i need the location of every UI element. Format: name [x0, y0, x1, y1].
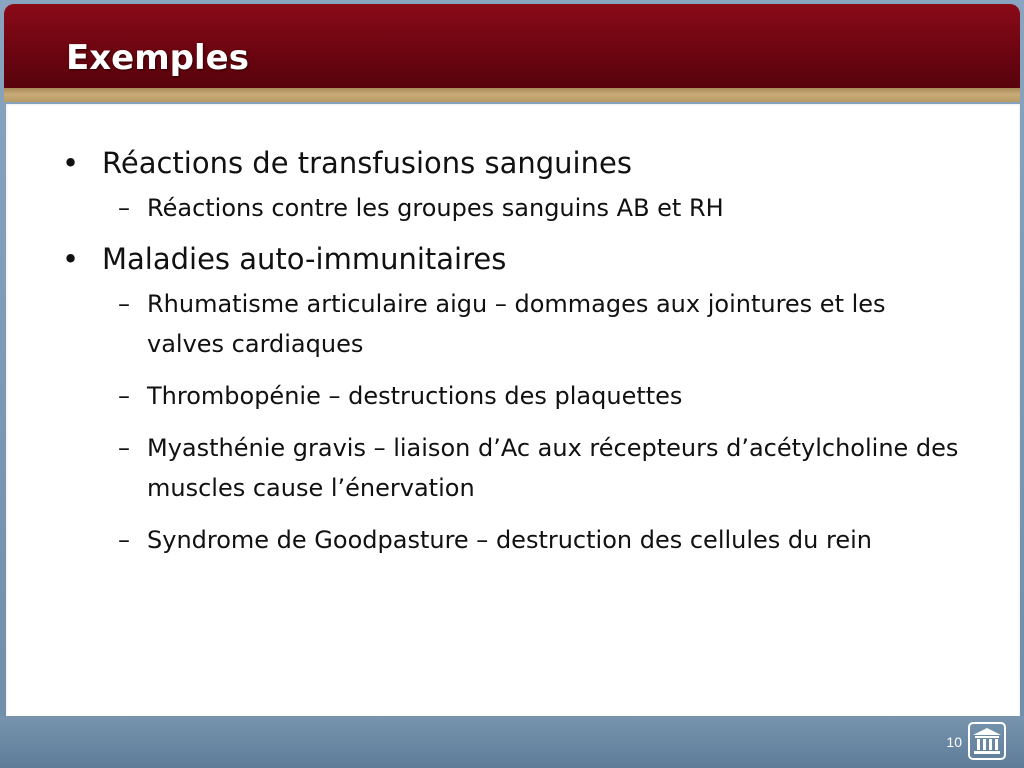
- sub-item-text: Réactions contre les groupes sanguins AB et RH: [147, 194, 724, 222]
- sub-list: [102, 284, 962, 560]
- sub-list: [102, 188, 962, 228]
- sub-item: [102, 376, 962, 416]
- sub-item: [102, 188, 962, 228]
- bullet-text: Réactions de transfusions sanguines: [102, 146, 632, 180]
- bullet-list: [62, 144, 962, 572]
- content-area: [6, 104, 1020, 718]
- slide-title: Exemples: [66, 38, 249, 78]
- sub-item-text: Syndrome de Goodpasture – destruction des cellules du rein: [147, 526, 872, 554]
- dash-marker: –: [118, 194, 130, 222]
- sub-item: [102, 520, 962, 560]
- title-bar: [4, 4, 1020, 90]
- footer-bar: [0, 716, 1024, 768]
- dash-marker: –: [118, 434, 130, 462]
- sub-item-text: Rhumatisme articulaire aigu – dommages aux jointures et les valves cardiaques: [147, 290, 886, 358]
- dash-marker: –: [118, 290, 130, 318]
- bullet-item: [62, 240, 962, 560]
- page-number: 10: [946, 734, 962, 750]
- bullet-item: [62, 144, 962, 228]
- sub-item-text: Myasthénie gravis – liaison d’Ac aux récepteurs d’acétylcholine des muscles cause l’énervation: [147, 434, 959, 502]
- bullet-marker: •: [62, 146, 80, 180]
- sub-item-text: Thrombopénie – destructions des plaquettes: [147, 382, 683, 410]
- dash-marker: –: [118, 526, 130, 554]
- bullet-text: Maladies auto-immunitaires: [102, 242, 507, 276]
- gold-divider: [4, 88, 1020, 102]
- dash-marker: –: [118, 382, 130, 410]
- bullet-marker: •: [62, 242, 80, 276]
- university-building-icon: [968, 722, 1006, 760]
- sub-item: [102, 284, 962, 364]
- sub-item: [102, 428, 962, 508]
